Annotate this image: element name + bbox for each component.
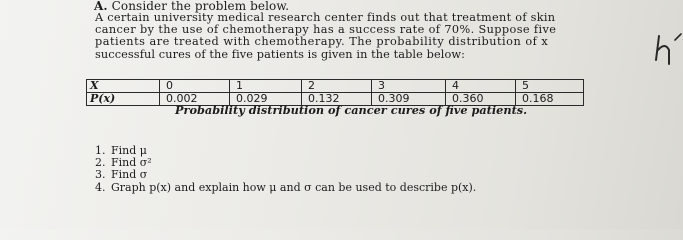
paragraph-line: cancer by the use of chemotherapy has a success rate of 70%. Suppose five <box>95 23 557 37</box>
question-item <box>95 157 476 169</box>
question-text: Find σ² <box>111 156 152 170</box>
px-cell: 0.309 <box>372 93 446 106</box>
x-cell: 4 <box>446 80 516 93</box>
question-text: Find μ <box>111 144 147 157</box>
x-cell: 1 <box>230 80 302 93</box>
paragraph-line: successful cures of the five patients is given in the table below: <box>95 47 466 61</box>
question-number: 1. <box>95 144 106 157</box>
handwritten-mark <box>653 30 683 68</box>
px-header: P(x) <box>87 93 160 106</box>
probability-table <box>86 79 583 105</box>
question-text: Find σ <box>111 168 148 182</box>
question-number: 4. <box>95 180 106 194</box>
x-cell: 0 <box>160 80 230 93</box>
x-cell: 5 <box>516 80 584 93</box>
x-row <box>87 80 584 93</box>
px-cell: 0.132 <box>302 93 372 106</box>
question-item <box>95 182 476 194</box>
problem-paragraph <box>95 12 595 61</box>
question-list <box>95 145 476 194</box>
x-cell: 2 <box>302 80 372 93</box>
x-cell: 3 <box>372 80 446 93</box>
px-cell: 0.029 <box>230 93 302 106</box>
paragraph-line: patients are treated with chemotherapy. The probability distribution of x <box>95 35 549 49</box>
table-caption: Probability distribution of cancer cures of five patients. <box>175 103 528 117</box>
question-text: Graph p(x) and explain how μ and σ can be used to describe p(x). <box>111 180 477 194</box>
question-number: 3. <box>95 168 106 182</box>
question-item <box>95 145 476 157</box>
paragraph-line: A certain university medical research center finds out that treatment of skin <box>95 11 556 24</box>
x-header: X <box>87 80 160 93</box>
problem-title: Consider the problem below. <box>111 0 290 13</box>
px-cell: 0.002 <box>160 93 230 106</box>
px-cell: 0.360 <box>446 93 516 106</box>
px-cell: 0.168 <box>516 93 584 106</box>
question-number: 2. <box>95 156 106 170</box>
problem-label: A. <box>94 0 108 13</box>
